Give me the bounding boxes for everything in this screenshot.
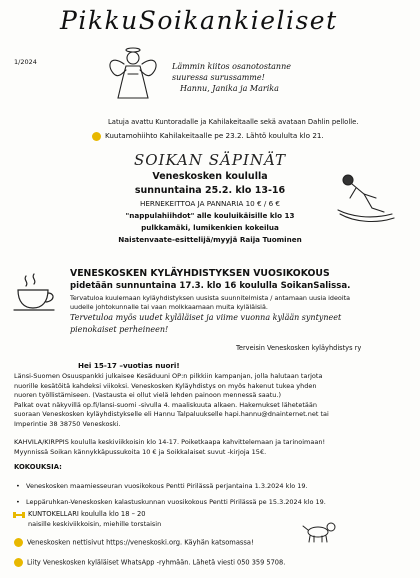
meeting-body: uudelle johtokunnalle tai vaan molkkaamaan muita kyläläisiä. bbox=[70, 303, 268, 311]
event-time: sunnuntaina 25.2. klo 13-16 bbox=[134, 185, 286, 196]
meeting-subtitle: pidetään sunnuntaina 17.3. klo 16 koululla SoikanSalissa. bbox=[70, 281, 351, 291]
meeting-welcome: Tervetuloa myös uudet kyläläiset ja viime vuonna kylään syntyneet bbox=[70, 313, 342, 322]
jobs-line: nuorille kesätöitä kahdeksi viikoksi. Veneskosken Kyläyhdistys on myös hakenut tukea yhden bbox=[14, 381, 317, 390]
dog-icon bbox=[300, 520, 340, 544]
condolence-note bbox=[172, 61, 291, 94]
event-detail: pulkkamäki, lumikenkien kokeilua bbox=[141, 223, 279, 232]
jobs-line: Palkat ovat näkyvillä op.fi/lansi-suomi -sivulla 4. maaliskuuta alkaen. Hakemukset lähetetään bbox=[14, 400, 317, 409]
jobs-body bbox=[14, 372, 329, 429]
coffee-cup-icon bbox=[12, 272, 58, 314]
meeting-title: VENESKOSKEN KYLÄYHDISTYKSEN VUOSIKOKOUS bbox=[70, 268, 330, 279]
condolence-line: Lämmin kiitos osanotostanne bbox=[172, 62, 291, 71]
ski-tracks-notice: Latuja avattu Kuntoradalle ja Kahilakeitaalle sekä avataan Dahlin pellolle. bbox=[108, 118, 359, 126]
newsletter-title: PikkuSoikankieliset bbox=[60, 6, 338, 35]
dumbbell-icon bbox=[12, 510, 26, 520]
event-title: SOIKAN SÄPINÄT bbox=[133, 151, 287, 169]
meetings-heading: KOKOUKSIA: bbox=[14, 463, 62, 471]
website-text: Veneskosken nettisivut https://veneskoski.org. Käyhän katsomassa! bbox=[27, 538, 254, 547]
meeting-signature: Terveisin Veneskosken kyläyhdistys ry bbox=[236, 344, 362, 352]
meetings-list bbox=[16, 478, 326, 510]
website-notice bbox=[14, 538, 254, 547]
list-item: • Veneskosken maamiesseuran vuosikokous Pentti Pirilässä perjantaina 1.3.2024 klo 19. bbox=[16, 478, 326, 494]
moonlight-ski-notice bbox=[92, 131, 324, 141]
angel-icon bbox=[102, 44, 164, 104]
whatsapp-notice bbox=[14, 558, 285, 567]
event-detail: "nappulahiihdot" alle kouluikäisille klo 13 bbox=[125, 211, 295, 220]
chat-bubble-icon bbox=[14, 558, 23, 567]
jobs-line: nuoren työllistämiseen. (Vastausta ei ollut vielä lehden painoon mennessä saatu.) bbox=[14, 391, 282, 399]
cafe-line: KAHVILA/KIRPPIS koululla keskiviikkoisin klo 14-17. Poiketkaapa kahvittelemaan ja tarinoimaan! bbox=[14, 438, 326, 446]
gym-hours: KUNTOKELLARI koululla klo 18 – 20 bbox=[28, 510, 146, 518]
event-place: Veneskosken koululla bbox=[152, 171, 268, 182]
jobs-line: Imperintie 38 38750 Veneskoski. bbox=[14, 419, 121, 428]
event-detail: HERNEKEITTOA JA PANNARIA 10 € / 6 € bbox=[139, 199, 280, 208]
sun-icon bbox=[92, 132, 101, 141]
gym-days: naisille keskiviikkoisin, miehille torstaisin bbox=[28, 520, 162, 528]
meeting-body: Tervatuloa kuulemaan kyläyhdistyksen uusista suunnitelmista / antamaan uusia ideoita bbox=[70, 294, 351, 302]
jobs-line: suoraan Veneskosken kyläyhdistykselle eli Hannu Talpaluukselle hapi.hannu@dnainternet.net tai bbox=[14, 410, 329, 418]
sun-icon bbox=[14, 538, 23, 547]
moonlight-ski-text: Kuutamohiihto Kahilakeitaalle pe 23.2. Lähtö koululta klo 21. bbox=[105, 131, 324, 140]
condolence-line: suuressa surussamme! bbox=[172, 73, 265, 82]
sled-icon bbox=[330, 168, 400, 228]
event-detail: Naistenvaate-esittelijä/myyjä Raija Tuominen bbox=[118, 235, 302, 244]
list-item: • Leppäruhkan-Veneskosken kalastuskunnan vuosikokous Pentti Pirilässä pe 15.3.2024 klo 19. bbox=[16, 494, 326, 510]
cafe-notice bbox=[14, 438, 325, 457]
whatsapp-text: Liity Veneskosken kyläläiset WhatsApp -ryhmään. Lähetä viesti 050 359 5708. bbox=[27, 558, 286, 567]
jobs-title: Hei 15-17 –vuotias nuori! bbox=[78, 361, 180, 370]
issue-number: 1/2024 bbox=[14, 58, 37, 66]
jobs-line: Länsi-Suomen Osuuspankki julkaisee Kesäduuni OP:n pilkkiin kampanjan, jolla halutaan tarjota bbox=[14, 372, 323, 380]
meeting-welcome: pienokaiset perheineen! bbox=[70, 325, 169, 334]
cafe-line: Myynnissä Soikan kännykkäpussukoita 10 € ja Soikkalaiset suvut -kirjoja 15€. bbox=[14, 447, 267, 456]
condolence-signature: Hannu, Janika ja Marika bbox=[180, 84, 279, 93]
